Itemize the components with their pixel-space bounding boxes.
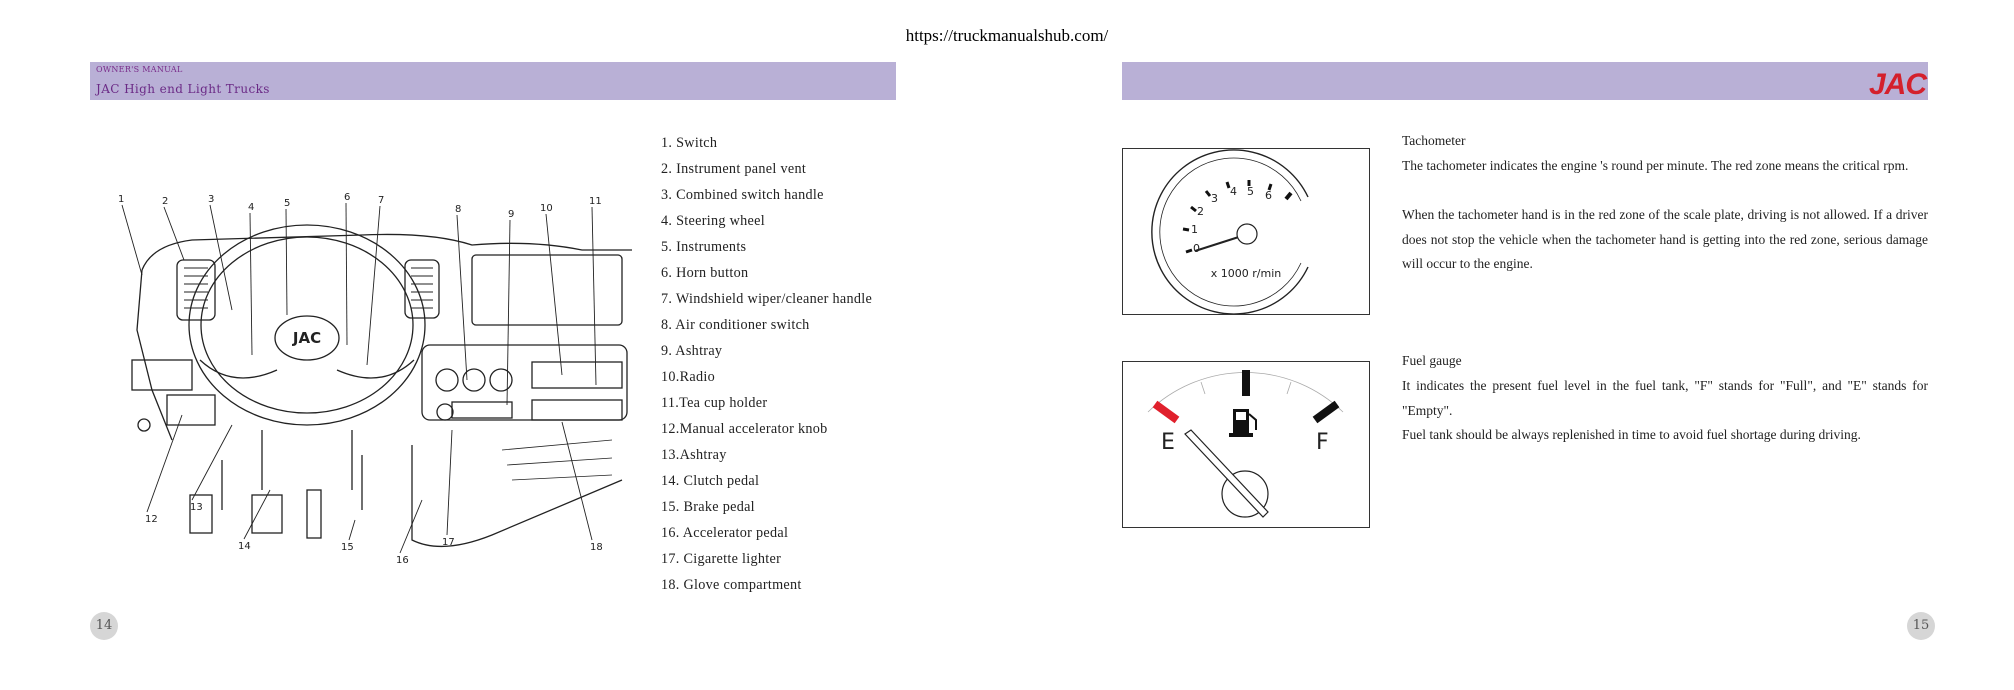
callout-12: 12 (145, 514, 158, 525)
callout-17: 17 (442, 537, 455, 548)
fuel-gauge-para-2: Fuel tank should be always replenished in time to avoid fuel shortage during driving. (1402, 427, 1861, 442)
tachometer-title: Tachometer (1402, 133, 1466, 148)
tachometer-dial (1123, 149, 1369, 314)
legend-item: 3. Combined switch handle (661, 187, 824, 203)
dial-num-2: 2 (1197, 205, 1204, 218)
dashboard-diagram (112, 190, 632, 575)
dial-num-4: 4 (1230, 185, 1237, 198)
callout-9: 9 (508, 209, 515, 220)
legend-item: 8. Air conditioner switch (661, 317, 810, 333)
source-url[interactable]: https://truckmanualshub.com/ (905, 26, 1109, 45)
legend-item: 7. Windshield wiper/cleaner handle (661, 291, 873, 307)
callout-4: 4 (248, 202, 255, 213)
legend-item: 9. Ashtray (661, 343, 723, 359)
full-mark (1315, 404, 1337, 420)
dial-num-6: 6 (1265, 189, 1272, 202)
legend-item: 6. Horn button (661, 265, 749, 281)
component-legend (661, 130, 872, 598)
callout-18: 18 (590, 542, 603, 553)
legend-item: 15. Brake pedal (661, 499, 755, 515)
callout-16: 16 (396, 555, 409, 566)
fuel-gauge-figure (1122, 361, 1370, 528)
steering-wheel (189, 225, 425, 425)
fuel-gauge-dial (1123, 362, 1369, 527)
dial-num-3: 3 (1211, 192, 1218, 205)
callout-14: 14 (238, 541, 251, 552)
callout-11: 11 (589, 196, 602, 207)
tacho-unit: x 1000 r/min (1210, 267, 1282, 280)
callout-10: 10 (540, 203, 553, 214)
page-number-right: 15 (1907, 612, 1935, 640)
legend-item: 4. Steering wheel (661, 213, 765, 229)
callout-3: 3 (208, 194, 215, 205)
dial-num-5: 5 (1247, 185, 1254, 198)
callout-15: 15 (341, 542, 354, 553)
callout-2: 2 (162, 196, 169, 207)
legend-item: 11.Tea cup holder (661, 395, 768, 411)
empty-red-mark (1155, 404, 1177, 420)
wheel-badge: JAC (292, 329, 322, 347)
tachometer-para-1: The tachometer indicates the engine 's round per minute. The red zone means the critical rpm. (1402, 158, 1909, 173)
right-vent (405, 260, 439, 318)
legend-item: 13.Ashtray (661, 447, 727, 463)
full-label: F (1316, 430, 1329, 455)
callout-7: 7 (378, 195, 385, 206)
owners-manual-label: OWNER'S MANUAL (96, 65, 183, 74)
callout-13: 13 (190, 502, 203, 513)
legend-item: 1. Switch (661, 135, 718, 151)
tachometer-para-2: When the tachometer hand is in the red zone of the scale plate, driving is not allowed. If a driver does not stop the vehicle when the tachometer hand is getting into the red zone, serious damage will occur to the engine. (1402, 207, 1928, 271)
dial-num-1: 1 (1191, 223, 1198, 236)
tachometer-figure (1122, 148, 1370, 315)
legend-item: 16. Accelerator pedal (661, 525, 789, 541)
callout-5: 5 (284, 198, 291, 209)
right-header-band (1122, 62, 1928, 100)
legend-item: 12.Manual accelerator knob (661, 421, 828, 437)
dial-num-0: 0 (1193, 242, 1200, 255)
legend-item: 17. Cigarette lighter (661, 551, 782, 567)
legend-item: 14. Clutch pedal (661, 473, 760, 489)
empty-label: E (1161, 430, 1175, 455)
callout-8: 8 (455, 204, 462, 215)
fuel-gauge-para-1: It indicates the present fuel level in the fuel tank, "F" stands for "Full", and "E" stands for "Empty". (1402, 378, 1928, 418)
callout-6: 6 (344, 192, 351, 203)
callout-1: 1 (118, 194, 125, 205)
page-number-left: 14 (90, 612, 118, 640)
legend-item: 2. Instrument panel vent (661, 161, 807, 177)
legend-item: 5. Instruments (661, 239, 747, 255)
fuel-pump-icon (1229, 409, 1256, 437)
jac-logo: JAC (1868, 68, 1926, 101)
legend-item: 18. Glove compartment (661, 577, 802, 593)
legend-item: 10.Radio (661, 369, 716, 385)
manual-title: JAC High end Light Trucks (96, 82, 270, 96)
fuel-gauge-title: Fuel gauge (1402, 353, 1462, 368)
